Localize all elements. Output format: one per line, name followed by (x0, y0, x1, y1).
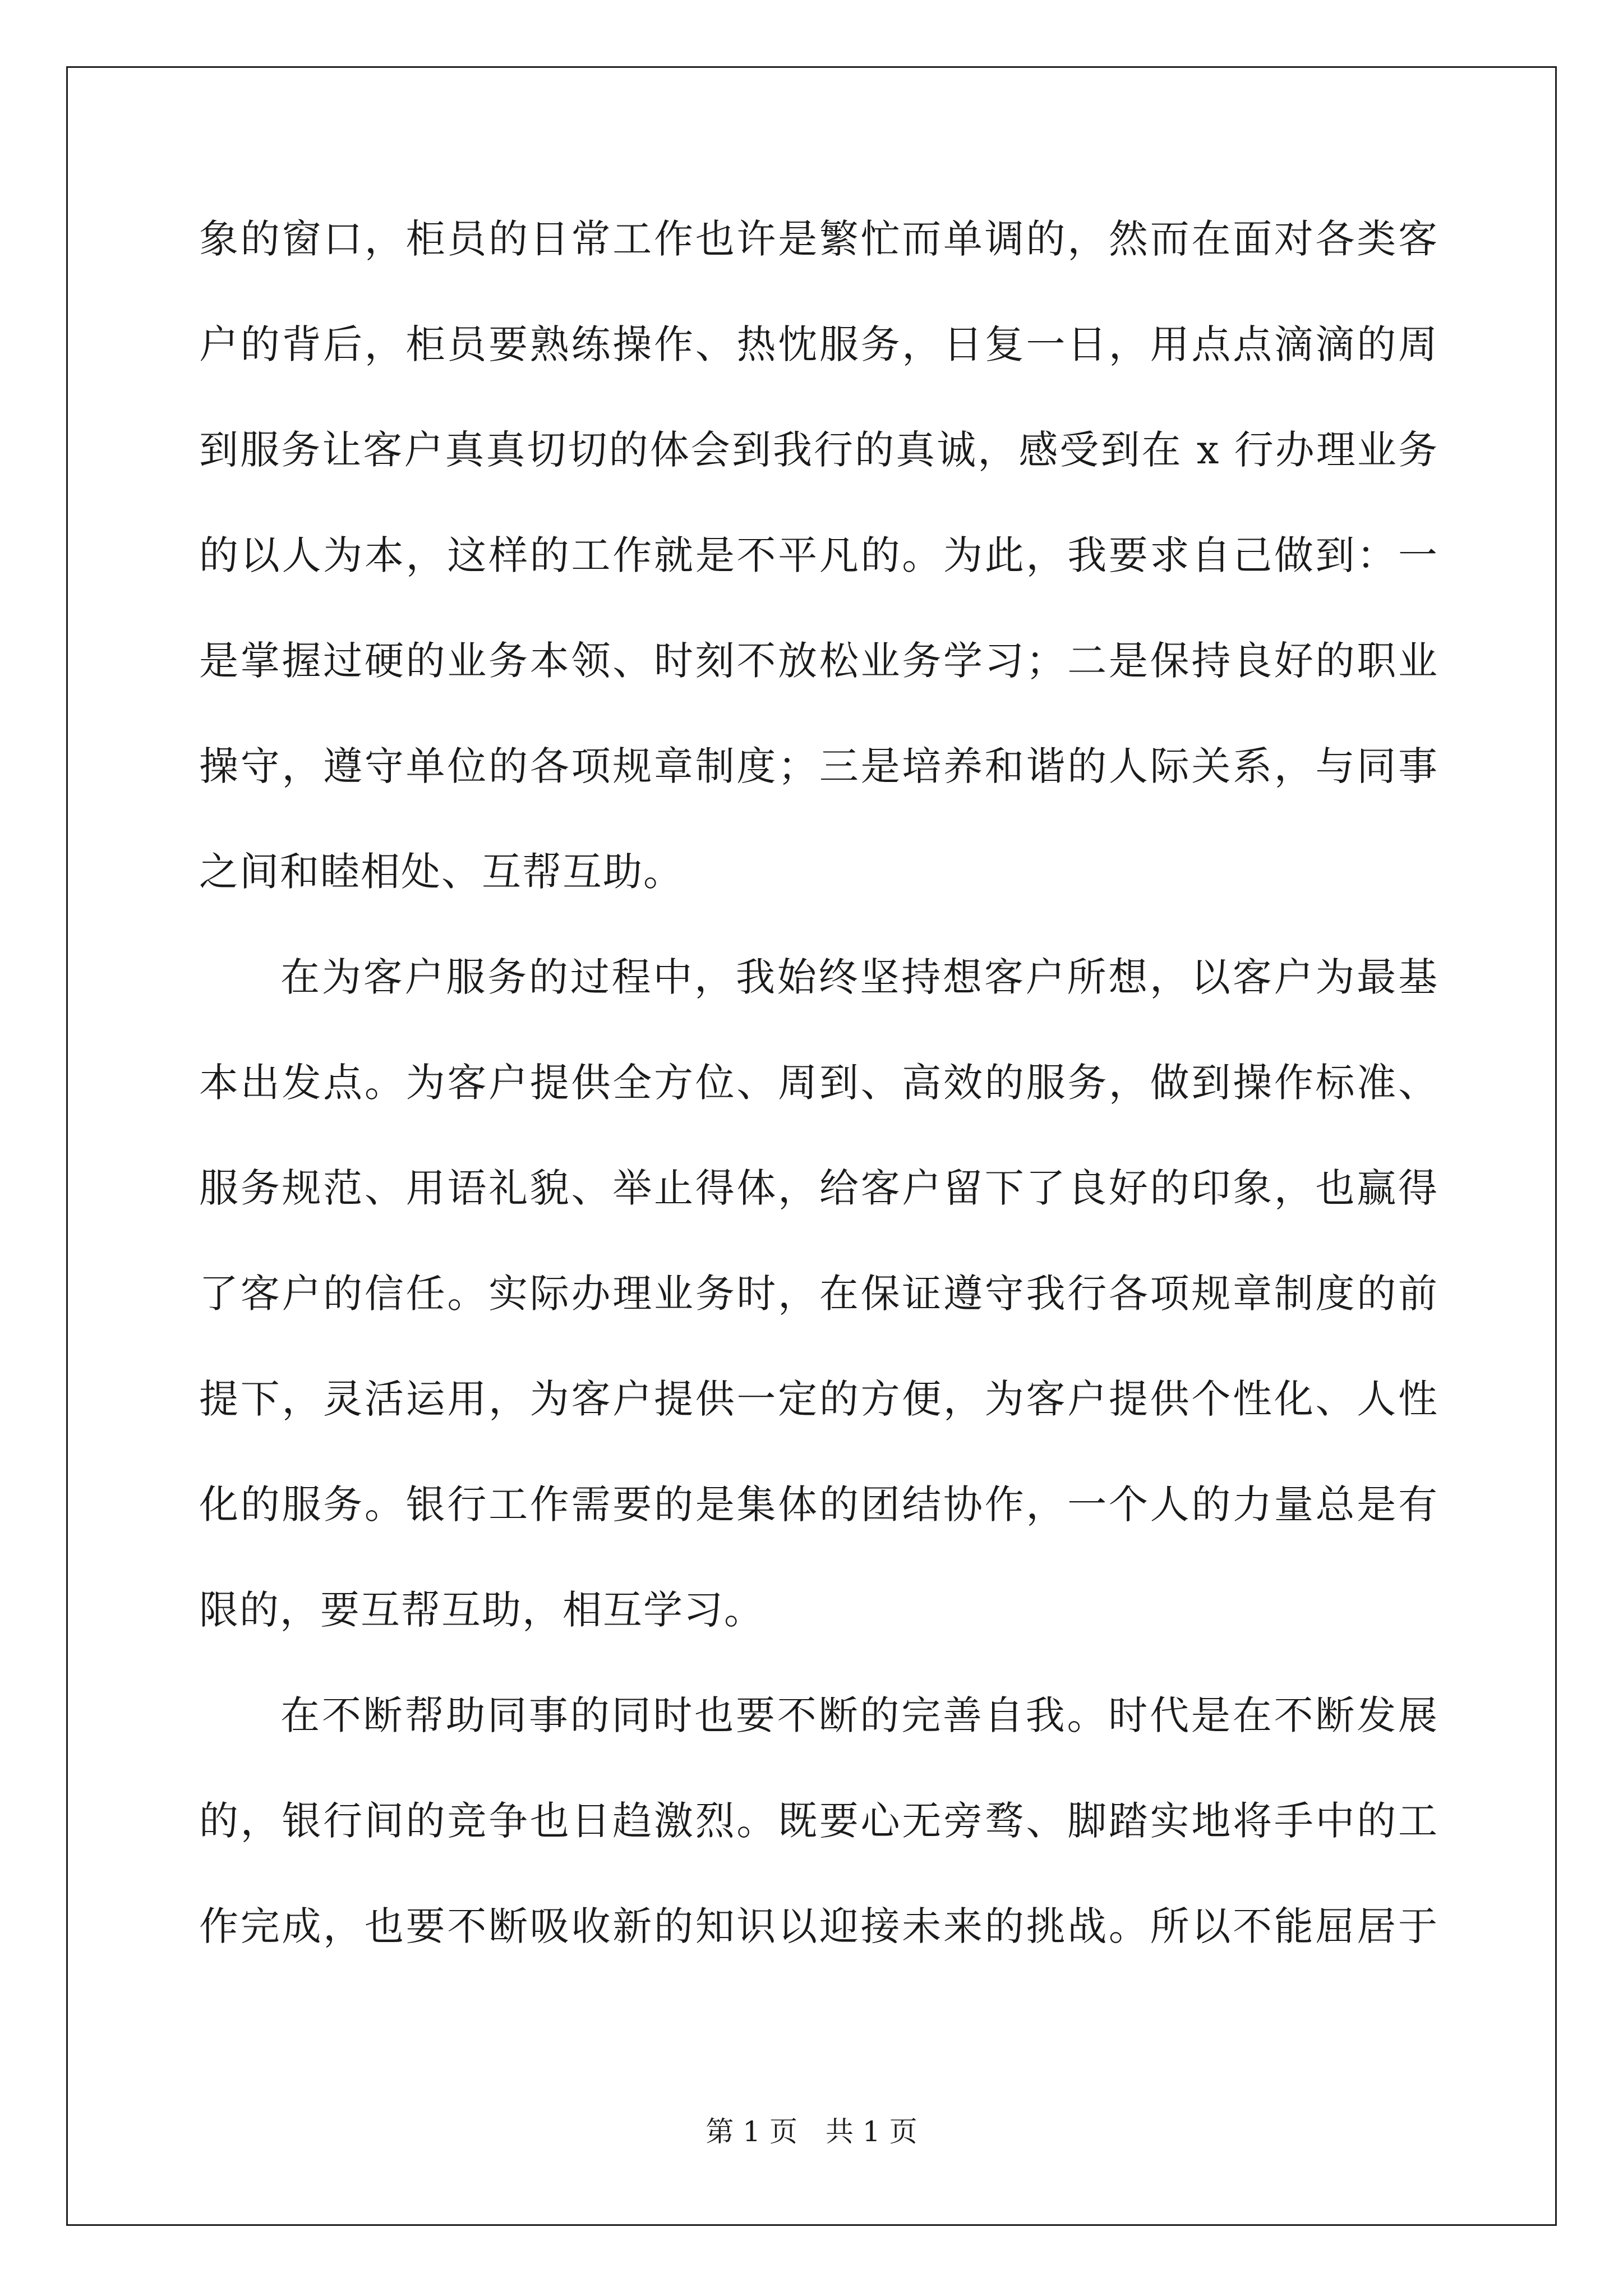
text-line: 是掌握过硬的业务本领、时刻不放松业务学习；二是保持良好的职业 (199, 638, 1438, 684)
text-line: 的以人为本，这样的工作就是不平凡的。为此，我要求自己做到：一 (199, 532, 1438, 578)
document-body (199, 213, 1438, 2006)
text-line: 化的服务。银行工作需要的是集体的团结协作，一个人的力量总是有 (199, 1481, 1438, 1527)
paragraph-first-line: 在不断帮助同事的同时也要不断的完善自我。时代是在不断发展 (280, 1692, 1438, 1738)
text-line: 服务规范、用语礼貌、举止得体，给客户留下了良好的印象，也赢得 (199, 1165, 1438, 1211)
page-number-footer: 第 1 页 共 1 页 (706, 2115, 917, 2148)
text-line: 作完成，也要不断吸收新的知识以迎接未来的挑战。所以不能屈居于 (199, 1903, 1438, 1949)
paragraph-first-line: 在为客户服务的过程中，我始终坚持想客户所想，以客户为最基 (280, 954, 1438, 1000)
text-line: 限的，要互帮互助，相互学习。 (199, 1587, 764, 1633)
text-line: 提下，灵活运用，为客户提供一定的方便，为客户提供个性化、人性 (199, 1376, 1438, 1422)
text-line: 了客户的信任。实际办理业务时，在保证遵守我行各项规章制度的前 (199, 1271, 1438, 1317)
text-line: 之间和睦相处、互帮互助。 (199, 849, 684, 895)
text-line: 本出发点。为客户提供全方位、周到、高效的服务，做到操作标准、 (199, 1060, 1438, 1106)
text-line: 象的窗口，柜员的日常工作也许是繁忙而单调的，然而在面对各类客 (199, 216, 1438, 262)
text-line: 的，银行间的竞争也日趋激烈。既要心无旁骛、脚踏实地将手中的工 (199, 1798, 1438, 1844)
text-line: 到服务让客户真真切切的体会到我行的真诚，感受到在 x 行办理业务 (199, 427, 1438, 473)
text-line: 操守，遵守单位的各项规章制度；三是培养和谐的人际关系，与同事 (199, 743, 1438, 789)
text-line: 户的背后，柜员要熟练操作、热忱服务，日复一日，用点点滴滴的周 (199, 321, 1438, 367)
